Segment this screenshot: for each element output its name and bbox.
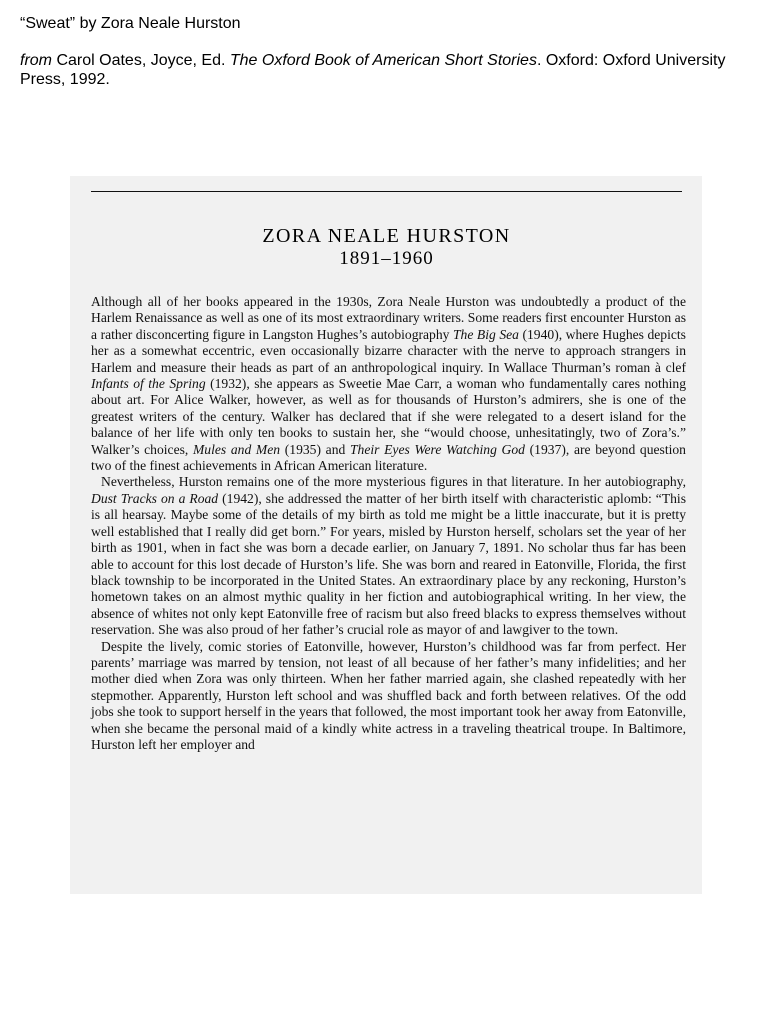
- book-title: Dust Tracks on a Road: [91, 490, 219, 506]
- text-run: (1937), are beyond question two of the finest achievements in African American literature.: [91, 441, 686, 474]
- author-dates: 1891–1960: [339, 248, 434, 269]
- paragraph: [91, 474, 686, 638]
- document-title: “Sweat” by Zora Neale Hurston: [20, 15, 241, 32]
- citation-publisher: . Oxford: Oxford University Press, 1992.: [20, 52, 726, 88]
- text-run: Despite the lively, comic stories of Eatonville, however, Hurston’s childhood was far from perfect. Her parents’ marriage was marred by tension, not least of all because of her father’s many infidelities; and her mother died when Zora was only thirteen. When her father married again, she clashed repeatedly with her stepmother. Apparently, Hurston left school and was shuffled back and forth between relatives. Of the odd jobs she took to support herself in the years that followed, the most important took her away from Eatonville, when she became the personal maid of a kindly white actress in a traveling theatrical troupe. In Baltimore, Hurston left her employer and: [91, 638, 686, 752]
- text-run: (1935) and: [280, 441, 350, 457]
- citation-prefix: from: [20, 52, 52, 69]
- author-heading: ZORA NEALE HURSTON: [262, 225, 511, 247]
- text-run: (1940), where Hughes depicts her as a somewhat eccentric, even occasionally bizarre character with the nerve to approach strangers in Harlem and measure their heads as part of an anthropological inquiry. In Wallace Thurman’s roman à clef: [91, 326, 686, 375]
- citation-editor: Carol Oates, Joyce, Ed.: [52, 52, 230, 69]
- book-title: The Big Sea: [452, 326, 519, 342]
- book-title: Mules and Men: [192, 441, 281, 457]
- body-text: [91, 294, 686, 753]
- text-run: Nevertheless, Hurston remains one of the more mysterious figures in that literature. In her autobiography,: [101, 474, 686, 490]
- book-title: Infants of the Spring: [91, 376, 206, 392]
- text-run: Although all of her books appeared in the 1930s, Zora Neale Hurston was undoubtedly a product of the Harlem Renaissance as well as one of its most extraordinary writers. Some readers first encounter Hurston as a rather disconcerting figure in Langston Hughes’s autobiography: [91, 294, 686, 342]
- paragraph: [91, 294, 686, 474]
- citation-book-title: The Oxford Book of American Short Stories: [229, 52, 537, 69]
- citation: [20, 51, 740, 89]
- text-run: (1942), she addressed the matter of her birth itself with characteristic aplomb: “This is all hearsay. Maybe some of the details of my birth as told me might be a little inaccurate, but it is pretty well established that I really did get born.” For years, misled by Hurston herself, scholars set the year of her birth as 1901, when in fact she was born a decade earlier, on January 7, 1891. No scholar thus far has been able to account for this lost decade of Hurston’s life. She was born and reared in Eatonville, Florida, the first black township to be incorporated in the United States. An extraordinary place by any reckoning, Hurston’s hometown takes on an almost mythic quality in her fiction and autobiographical writing. In her view, the absence of whites not only kept Eatonville free of racism but also freed blacks to express themselves without reservation. She was also proud of her father’s crucial role as mayor of and lawgiver to the town.: [91, 490, 686, 638]
- book-title: Their Eyes Were Watching God: [349, 441, 525, 457]
- paragraph: [91, 639, 686, 754]
- header-rule: [91, 191, 682, 192]
- text-run: (1932), she appears as Sweetie Mae Carr, a woman who fundamentally cares nothing about art. For Alice Walker, however, as well as for thousands of Hurston’s admirers, she is one of the greatest writers of the century. Walker has declared that if she were relegated to a desert island for the balance of her life with only ten books to sustain her, she “would choose, unhesitatingly, two of Zora’s.” Walker’s choices,: [91, 376, 686, 457]
